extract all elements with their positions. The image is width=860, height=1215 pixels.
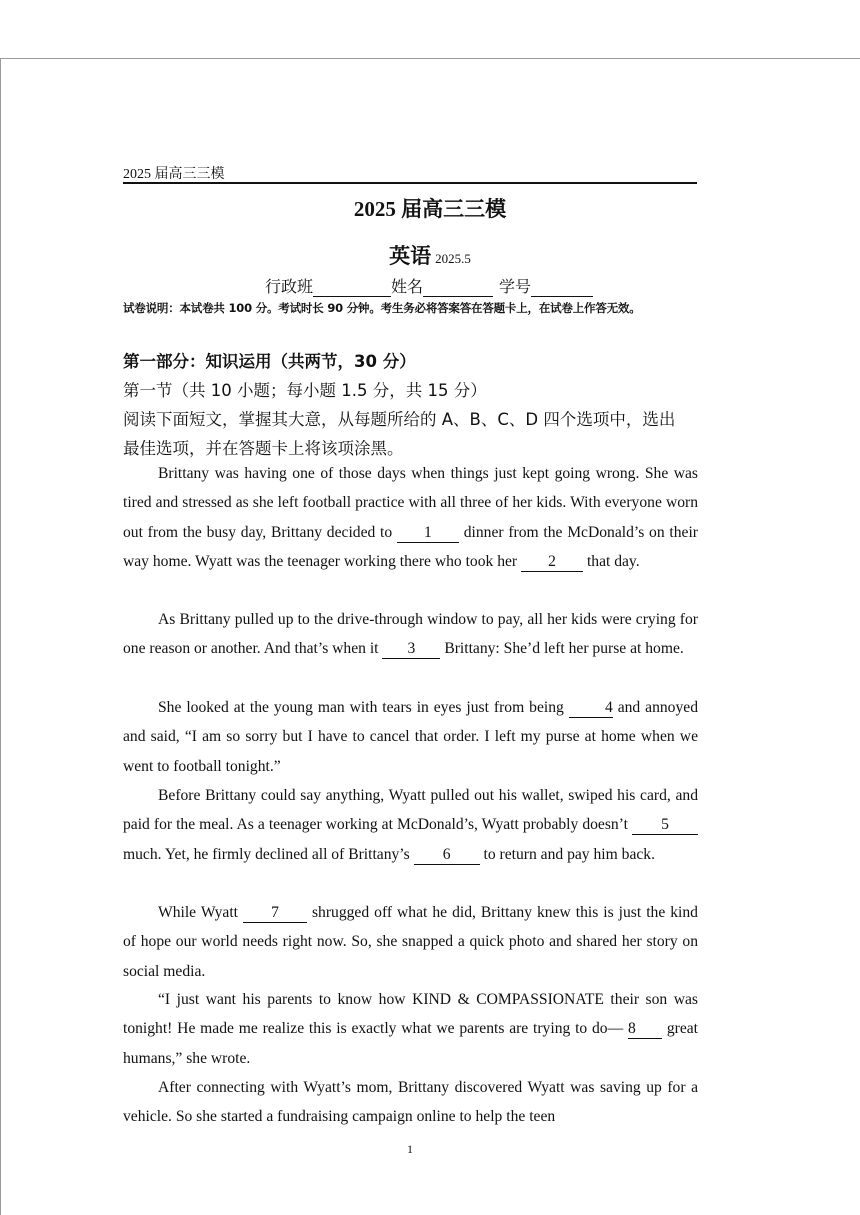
p5-text-a: While Wyatt: [158, 904, 238, 921]
passage-paragraph-4: [123, 781, 698, 869]
id-field[interactable]: [531, 280, 593, 297]
p7-text-a: After connecting with Wyatt’s mom, Brittany discovered Wyatt was saving up for a vehicle. So she started a fundraising campaign online to help the teen: [123, 1079, 698, 1126]
page-number: 1: [407, 1142, 413, 1156]
subject-name: 英语: [389, 244, 432, 268]
blank-6: 6: [414, 846, 480, 865]
id-label: 学号: [499, 277, 532, 296]
name-field[interactable]: [423, 280, 493, 297]
class-label: 行政班: [265, 277, 314, 296]
passage-paragraph-3: [123, 693, 698, 781]
p1-text-b: dinner from the McDonald’s on their way home. Wyatt was the teenager working there who took her: [123, 523, 698, 570]
p4-text-b: much. Yet, he firmly declined all of Brittany’s: [123, 845, 410, 863]
p2-text-b: Brittany: She’d left her purse at home.: [444, 640, 684, 658]
p6-text-b: great humans,” she wrote.: [123, 1020, 698, 1067]
p6-text-a: “I just want his parents to know how KIND & COMPASSIONATE their son was tonight! He made me realize this is exactly what we parents are trying to do—: [123, 991, 698, 1038]
blank-4: 4: [569, 699, 613, 718]
subject-line: [0, 240, 860, 270]
passage-paragraph-5: [123, 898, 698, 986]
blank-1: 1: [397, 524, 459, 543]
class-field[interactable]: [313, 280, 391, 297]
name-label: 姓名: [391, 277, 424, 296]
blank-5: 5: [632, 816, 698, 835]
passage-paragraph-1: [123, 459, 698, 576]
instruction-line-2: 最佳选项，并在答题卡上将该项涂黑。: [123, 439, 404, 458]
student-info-fields: [265, 274, 593, 297]
blank-2: 2: [521, 553, 583, 572]
exam-notice: 试卷说明：本试卷共 100 分。考试时长 90 分钟。考生务必将答案答在答题卡上，在试卷上作答无效。: [123, 301, 641, 315]
exam-date: 2025.5: [435, 251, 471, 266]
p3-text-a: She looked at the young man with tears in eyes just from being: [158, 699, 564, 716]
passage-paragraph-7: [123, 1073, 698, 1132]
running-head: 2025 届高三三模: [123, 167, 225, 182]
page-top-border: [0, 58, 860, 59]
blank-8: 8: [628, 1020, 662, 1039]
top-margin: [0, 0, 860, 58]
p5-text-b: shrugged off what he did, Brittany knew this is just the kind of hope our world needs right now. So, she snapped a quick photo and shared her story on social media.: [123, 904, 698, 980]
page-title: 2025 届高三三模: [353, 197, 507, 221]
blank-7: 7: [243, 904, 307, 923]
instruction-line-1: 阅读下面短文，掌握其大意，从每题所给的 A、B、C、D 四个选项中，选出: [123, 410, 676, 429]
passage-paragraph-2: [123, 605, 698, 664]
part-heading: 第一部分：知识运用（共两节，30 分）: [123, 352, 416, 371]
p3-text-b: and annoyed and said, “I am so sorry but I have to cancel that order. I left my purse at home when we went to football tonight.”: [123, 699, 698, 775]
section-heading: 第一节（共 10 小题；每小题 1.5 分，共 15 分）: [123, 381, 487, 400]
header-rule: [123, 182, 697, 184]
passage-paragraph-6: [123, 985, 698, 1073]
p2-text-a: As Brittany pulled up to the drive-through window to pay, all her kids were crying for one reason or another. And that’s when it: [123, 611, 698, 658]
p1-text-c: that day.: [586, 552, 640, 570]
p1-text-a: Brittany was having one of those days when things just kept going wrong. She was tired and stressed as she left football practice with all three of her kids. With everyone worn out from the busy day, Brittany decided to: [123, 465, 698, 541]
blank-3: 3: [382, 640, 440, 659]
p4-text-a: Before Brittany could say anything, Wyatt pulled out his wallet, swiped his card, and paid for the meal. As a teenager working at McDonald’s, Wyatt probably doesn’t: [123, 787, 698, 834]
page-left-border: [0, 58, 1, 1215]
p4-text-c: to return and pay him back.: [483, 845, 655, 863]
